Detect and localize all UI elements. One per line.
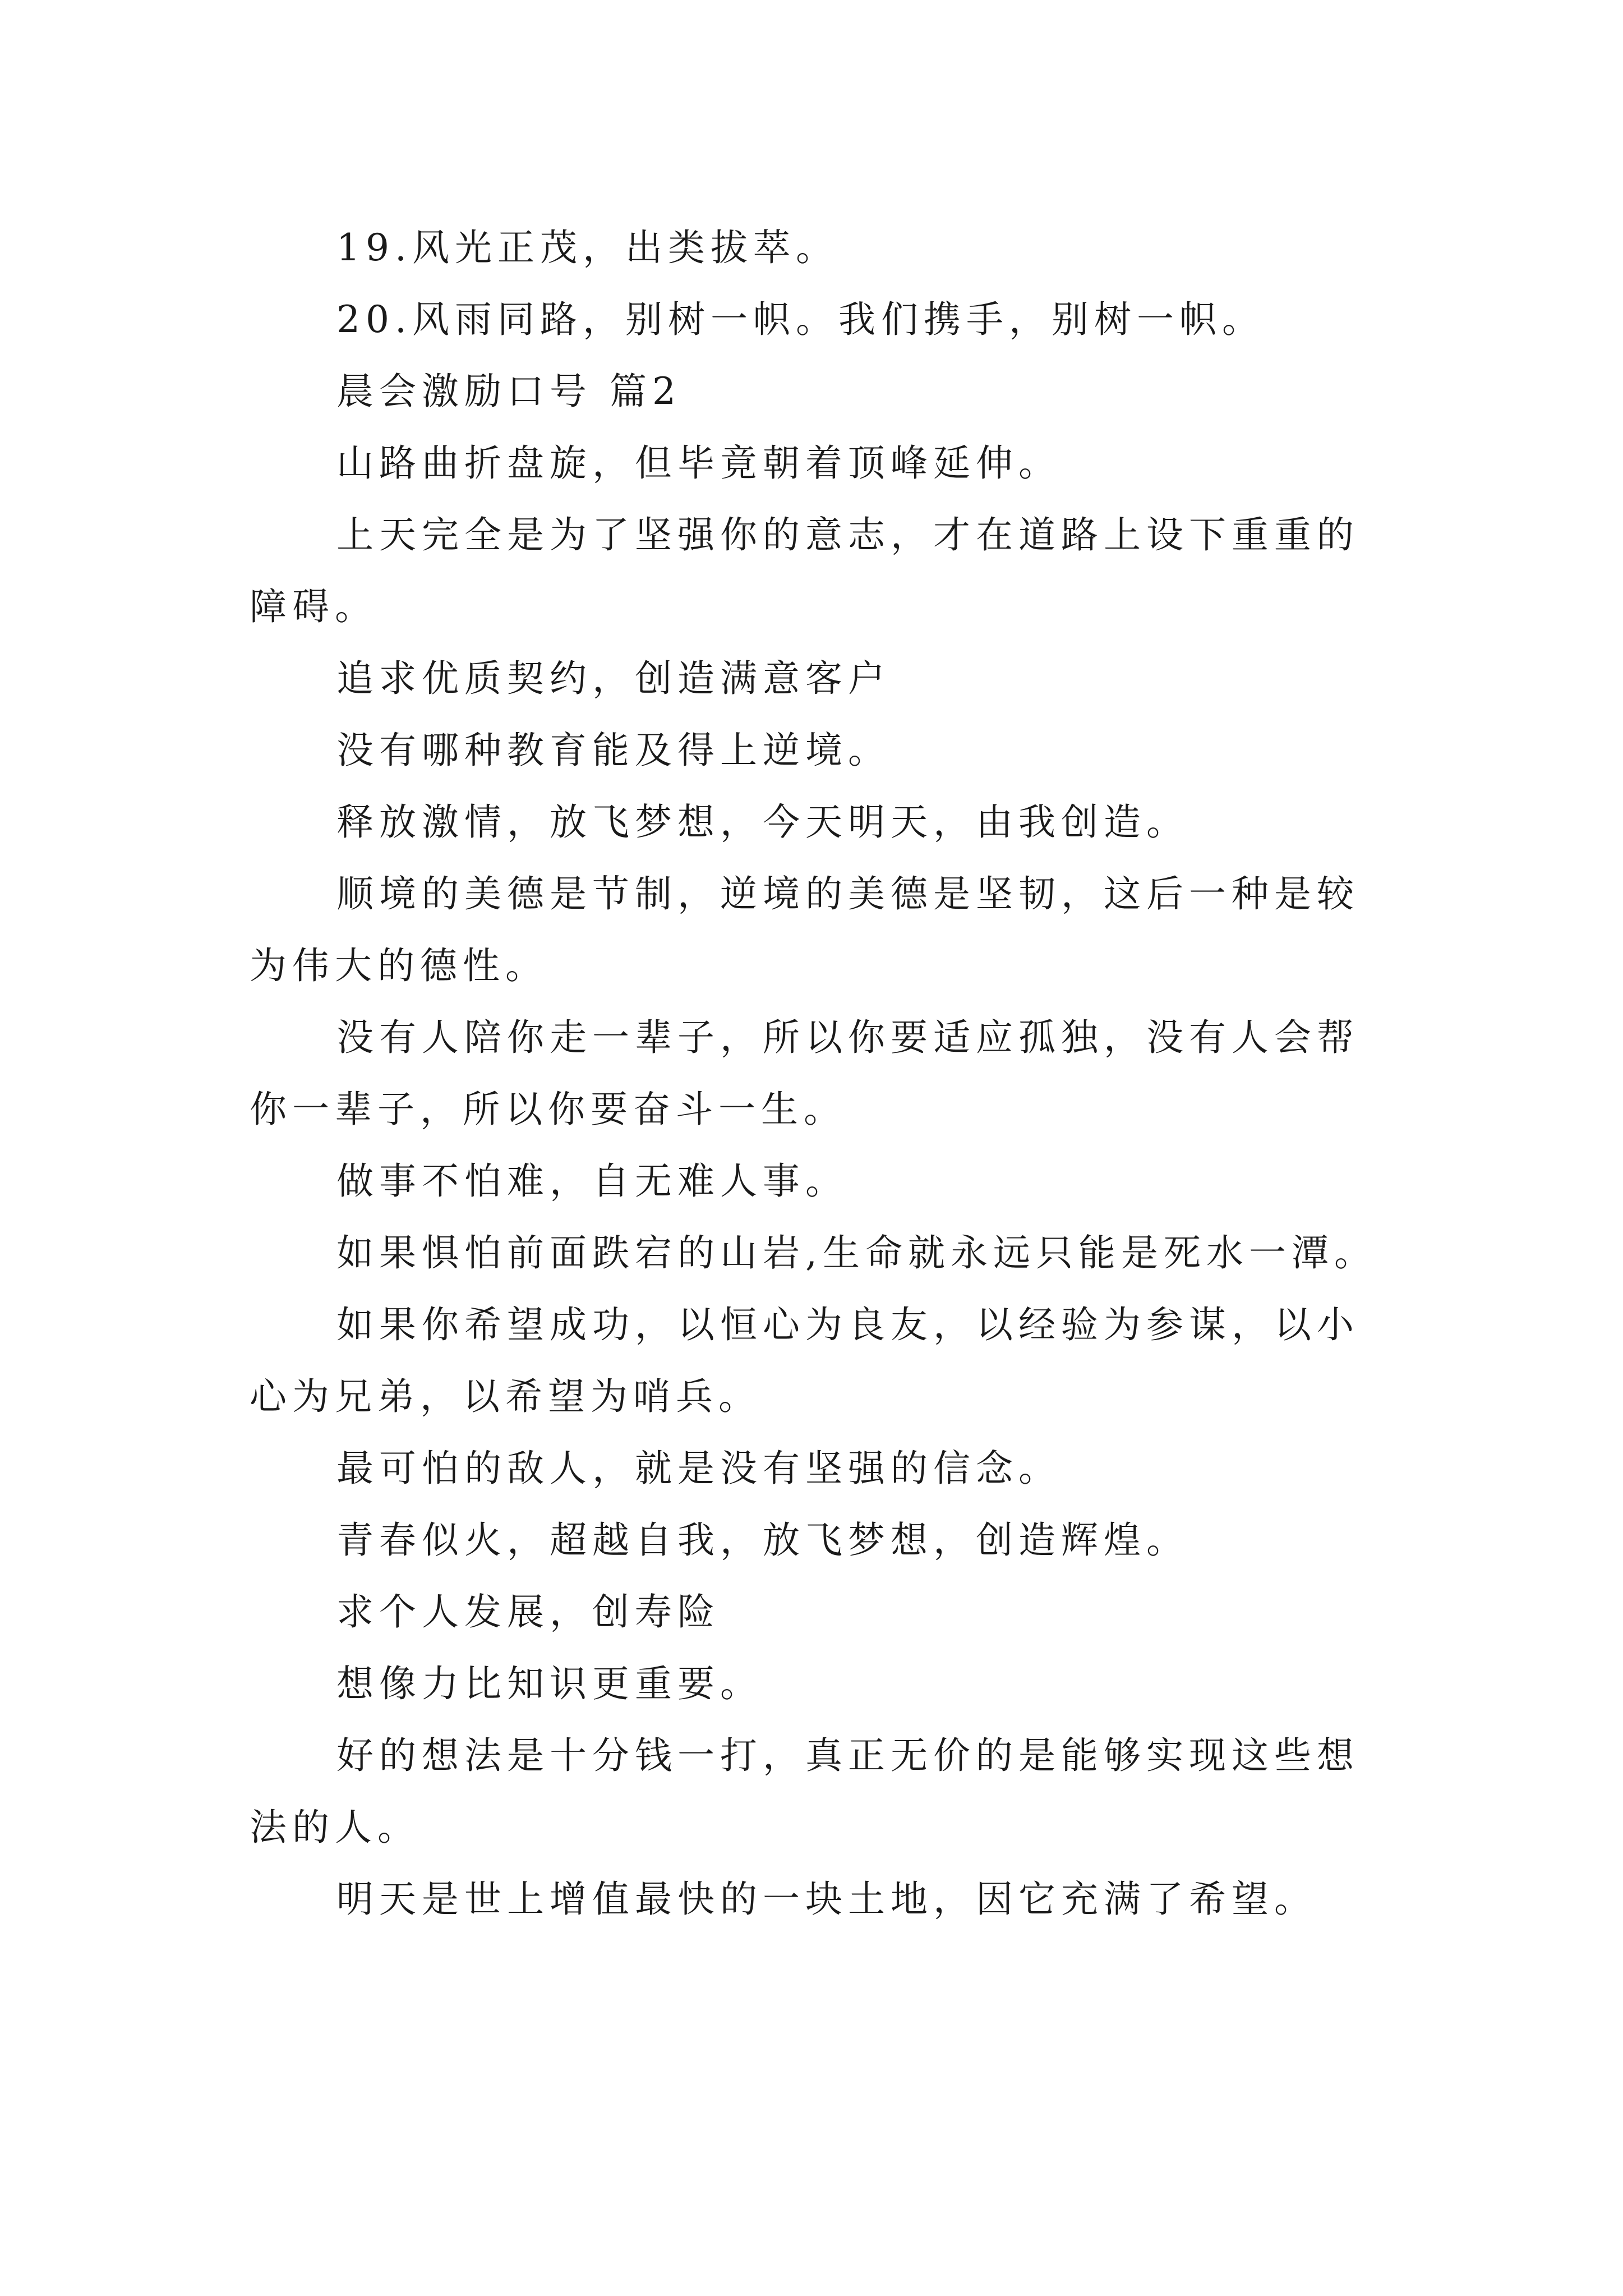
list-item-20: 20.风雨同路，别树一帜。我们携手，别树一帜。 <box>336 298 1265 341</box>
paragraph: 想像力比知识更重要。 <box>336 1662 763 1705</box>
paragraph: 上天完全是为了坚强你的意志，才在道路上设下重重的障碍。 <box>250 513 1359 628</box>
paragraph: 如果惧怕前面跌宕的山岩,生命就永远只能是死水一潭。 <box>336 1231 1377 1274</box>
paragraph: 如果你希望成功，以恒心为良友，以经验为参谋，以小心为兄弟，以希望为哨兵。 <box>250 1303 1359 1418</box>
section-heading: 晨会激励口号 篇2 <box>336 370 681 413</box>
paragraph: 山路曲折盘旋，但毕竟朝着顶峰延伸。 <box>336 441 1061 485</box>
paragraph: 释放激情，放飞梦想，今天明天，由我创造。 <box>336 800 1189 844</box>
paragraph: 顺境的美德是节制，逆境的美德是坚韧，这后一种是较为伟大的德性。 <box>250 872 1359 987</box>
paragraph: 做事不怕难，自无难人事。 <box>336 1159 848 1203</box>
paragraph: 没有人陪你走一辈子，所以你要适应孤独，没有人会帮你一辈子，所以你要奋斗一生。 <box>250 1016 1359 1131</box>
paragraph: 没有哪种教育能及得上逆境。 <box>336 729 891 772</box>
paragraph: 追求优质契约，创造满意客户 <box>336 657 891 700</box>
document-body <box>250 212 1394 1935</box>
list-item-19: 19.风光正茂，出类拔萃。 <box>336 226 838 269</box>
paragraph: 求个人发展，创寿险 <box>336 1590 720 1634</box>
paragraph: 青春似火，超越自我，放飞梦想，创造辉煌。 <box>336 1519 1189 1562</box>
paragraph: 明天是世上增值最快的一块土地，因它充满了希望。 <box>336 1878 1317 1921</box>
paragraph: 好的想法是十分钱一打，真正无价的是能够实现这些想法的人。 <box>250 1734 1359 1849</box>
paragraph: 最可怕的敌人，就是没有坚强的信念。 <box>336 1447 1061 1490</box>
